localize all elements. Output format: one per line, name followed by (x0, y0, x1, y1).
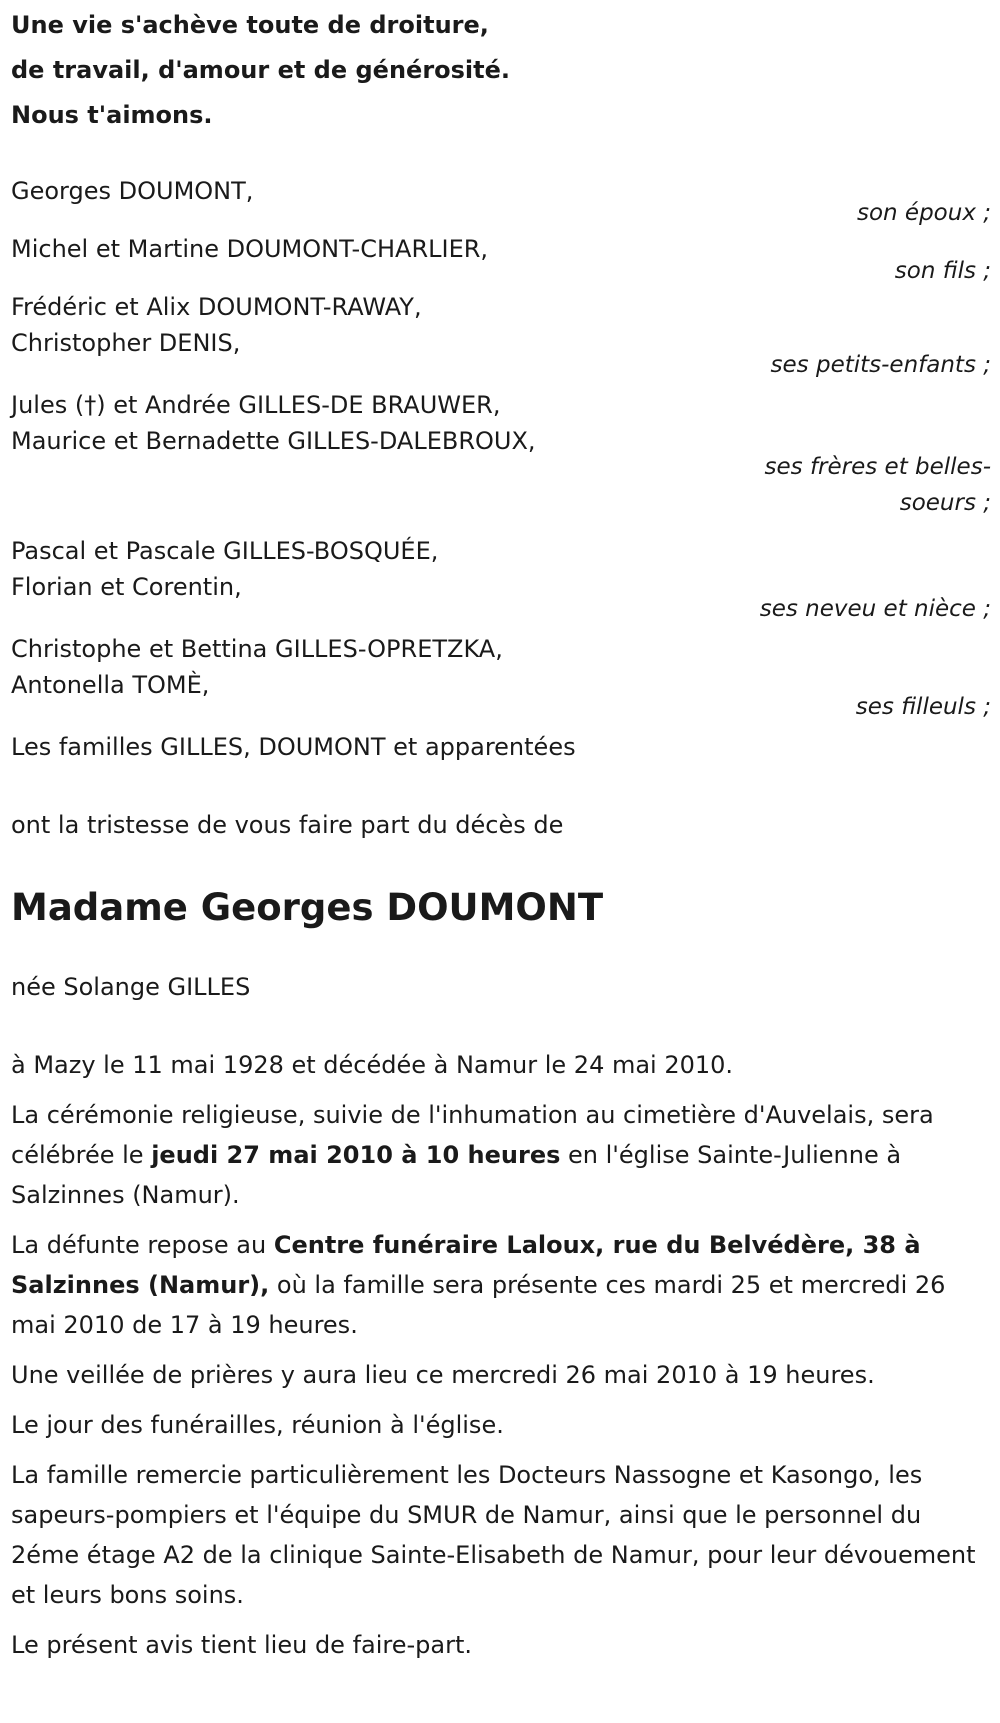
epitaph-line: Une vie s'achève toute de droiture, (11, 11, 489, 39)
family-list (11, 171, 991, 767)
dates-paragraph: à Mazy le 11 mai 1928 et décédée à Namur le 24 mai 2010. (11, 1051, 734, 1079)
families-line: Les familles GILLES, DOUMONT et apparentées (11, 733, 576, 761)
repose-text: La défunte repose au (11, 1231, 274, 1259)
deceased-name: Madame Georges DOUMONT (11, 886, 604, 929)
epitaph-line: Nous t'aimons. (11, 101, 213, 129)
family-name: Georges DOUMONT, (11, 177, 254, 205)
family-role: ses petits-enfants ; (770, 352, 991, 378)
family-name: Pascal et Pascale GILLES-BOSQUÉE, (11, 537, 439, 565)
family-name: Maurice et Bernadette GILLES-DALEBROUX, (11, 427, 536, 455)
epitaph-line: de travail, d'amour et de générosité. (11, 56, 511, 84)
ceremony-datetime: jeudi 27 mai 2010 à 10 heures (151, 1141, 561, 1169)
family-name: Christophe et Bettina GILLES-OPRETZKA, (11, 635, 503, 663)
family-group (11, 629, 991, 727)
family-group (11, 385, 991, 523)
birth-name: née Solange GILLES (11, 973, 251, 1001)
family-role: ses neveu et nièce ; (759, 596, 991, 622)
closing-paragraph: Le présent avis tient lieu de faire-part. (11, 1631, 473, 1659)
epitaph (11, 0, 991, 141)
ceremony-text: La cérémonie religieuse, suivie de l'inhumation au cimetière d'Auvelais, sera célébrée le (11, 1101, 934, 1169)
ceremony-paragraph (11, 1095, 991, 1215)
family-name: Frédéric et Alix DOUMONT-RAWAY, (11, 293, 422, 321)
family-role: son fils ; (894, 258, 991, 284)
announcement-intro: ont la tristesse de vous faire part du décès de (11, 811, 564, 839)
family-group (11, 229, 991, 291)
family-name: Michel et Martine DOUMONT-CHARLIER, (11, 235, 489, 263)
obituary-notice (11, 0, 991, 1665)
family-group (11, 531, 991, 629)
family-name: Christopher DENIS, (11, 329, 241, 357)
family-group (11, 171, 991, 233)
repose-text: où la famille sera présente ces mardi 25 et mercredi 26 mai 2010 de 17 à 19 heures. (11, 1271, 946, 1339)
family-role: soeurs ; (899, 490, 991, 516)
ceremony-text: en l'église Sainte-Julienne à Salzinnes (Namur). (11, 1141, 902, 1209)
thanks-paragraph: La famille remercie particulièrement les Docteurs Nassogne et Kasongo, les sapeurs-pompiers et l'équipe du SMUR de Namur, ainsi que le personnel du 2éme étage A2 de la clinique Sainte-Elisabeth de Namur, pour leur dévouement et leurs bons soins. (11, 1461, 976, 1609)
family-group (11, 287, 991, 385)
family-role: ses filleuls ; (855, 694, 991, 720)
vigil-paragraph: Une veillée de prières y aura lieu ce mercredi 26 mai 2010 à 19 heures. (11, 1361, 875, 1389)
funeral-day-paragraph: Le jour des funérailles, réunion à l'église. (11, 1411, 504, 1439)
family-role: ses frères et belles- (764, 454, 991, 480)
family-role: son époux ; (856, 200, 991, 226)
family-name: Florian et Corentin, (11, 573, 242, 601)
repose-location: Centre funéraire Laloux, rue du Belvédère, 38 à Salzinnes (Namur), (11, 1231, 921, 1299)
family-name: Antonella TOMÈ, (11, 671, 210, 699)
family-name: Jules (†) et Andrée GILLES-DE BRAUWER, (11, 391, 501, 419)
repose-paragraph (11, 1225, 991, 1345)
